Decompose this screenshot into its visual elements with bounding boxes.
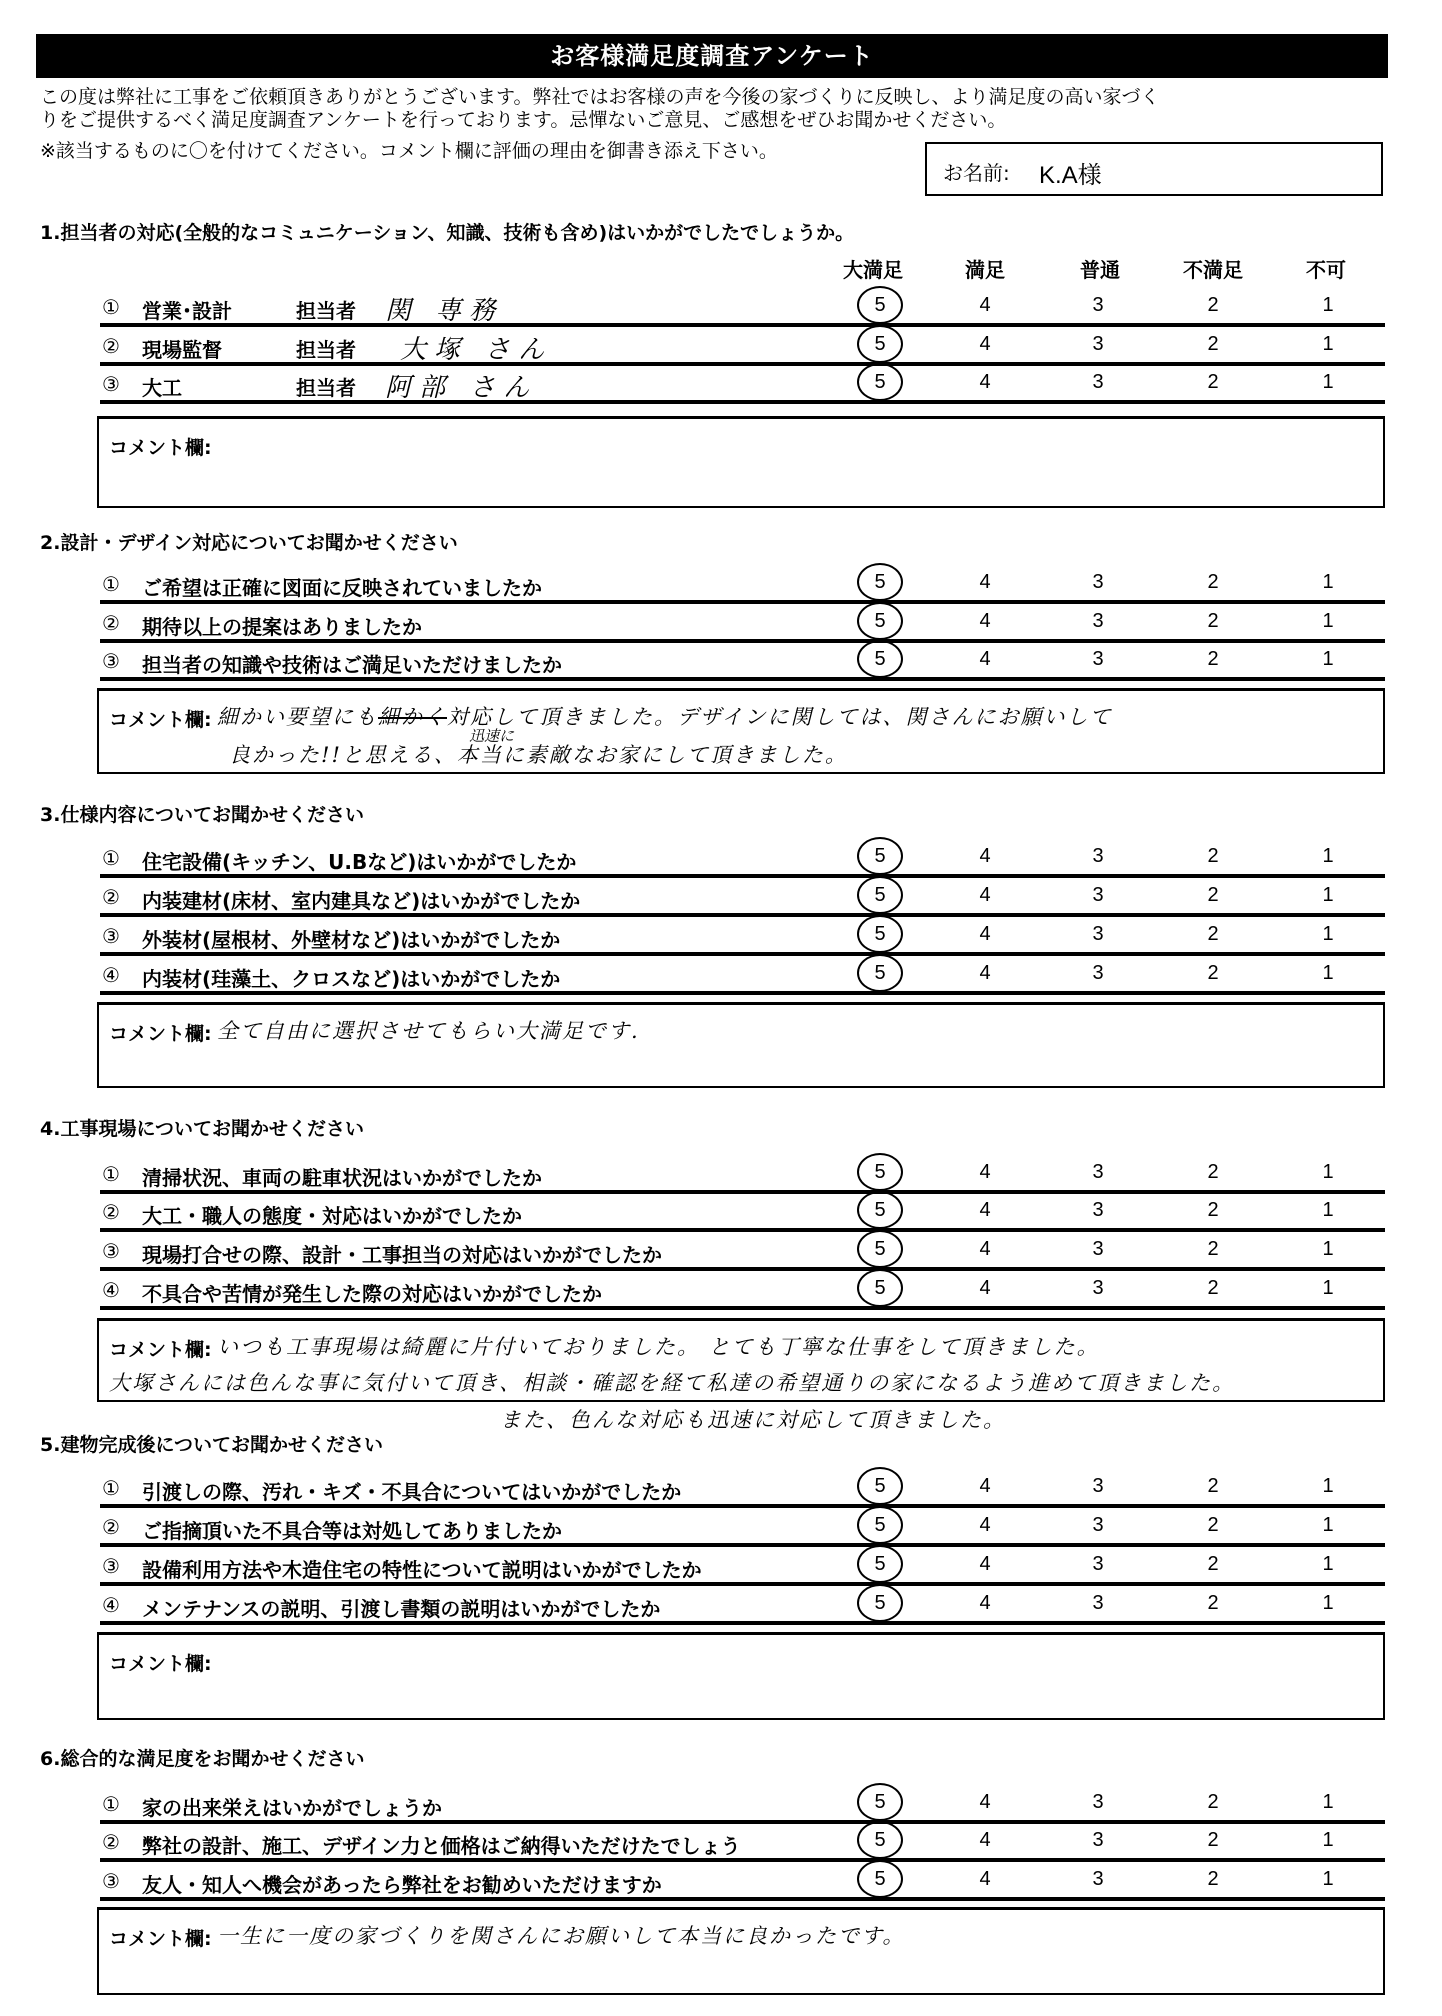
comment-box-1[interactable] [97,416,1385,508]
rating-option-2[interactable]: 2 [1207,1277,1219,1299]
rating-option-1[interactable]: 1 [1322,571,1334,593]
rating-option-3[interactable]: 3 [1092,1475,1104,1497]
item-number: ① [102,846,120,870]
handwritten-person-name: 阿部 さん [385,373,538,403]
question-text: ご希望は正確に図面に反映されていましたか [142,576,542,600]
item-number: ② [102,611,120,635]
rating-option-1[interactable]: 1 [1322,294,1334,316]
selected-circle-mark [857,363,903,401]
selected-circle-mark [857,563,903,601]
rating-option-1[interactable]: 1 [1322,1161,1334,1183]
rating-option-2[interactable]: 2 [1207,884,1219,906]
rating-option-5[interactable]: 5 [874,1199,886,1221]
rating-option-5[interactable]: 5 [874,1238,886,1260]
comment-box-3[interactable] [97,1002,1385,1088]
rating-option-1[interactable]: 1 [1322,962,1334,984]
rating-option-1[interactable]: 1 [1322,845,1334,867]
comment-box-4[interactable] [97,1318,1385,1402]
role-suffix: 担当者 [296,299,356,323]
rating-option-1[interactable]: 1 [1322,1277,1334,1299]
intro-line-2: りをご提供するべく満足度調査アンケートを行っております。忌憚ないご意見、ご感想をぜひお聞かせください。 [40,109,1007,131]
question-row [100,1548,1385,1586]
rating-option-5[interactable]: 5 [874,1514,886,1536]
rating-option-2[interactable]: 2 [1207,1514,1219,1536]
rating-header-unacceptable: 不可 [1306,258,1346,282]
question-row [100,566,1385,604]
rating-option-3[interactable]: 3 [1092,1791,1104,1813]
rating-header-normal: 普通 [1080,258,1120,282]
rating-option-1[interactable]: 1 [1322,1868,1334,1890]
comment-label: コメント欄: [109,1023,212,1045]
item-number: ① [102,1792,120,1816]
role-suffix: 担当者 [296,338,356,362]
rating-option-4[interactable]: 4 [979,1475,991,1497]
question-row [100,1470,1385,1508]
item-number: ④ [102,963,120,987]
item-number: ③ [102,372,120,396]
rating-option-4[interactable]: 4 [979,610,991,632]
question-row [100,1863,1385,1901]
section-1-heading: 1.担当者の対応(全般的なコミュニケーション、知識、技術も含め)はいかがでしたでしょうか。 [40,222,855,244]
rating-option-2[interactable]: 2 [1207,1238,1219,1260]
rating-option-4[interactable]: 4 [979,648,991,670]
rating-option-4[interactable]: 4 [979,1791,991,1813]
question-row [100,1156,1385,1194]
question-text: 内装建材(床材、室内建具など)はいかがでしたか [142,889,581,913]
question-text: 内装材(珪藻土、クロスなど)はいかがでしたか [142,967,561,991]
question-row [100,840,1385,878]
rating-option-2[interactable]: 2 [1207,1553,1219,1575]
question-row [100,1587,1385,1625]
item-number: ④ [102,1278,120,1302]
selected-circle-mark [857,876,903,914]
rating-option-1[interactable]: 1 [1322,1475,1334,1497]
selected-circle-mark [857,1783,903,1821]
rating-option-5[interactable]: 5 [874,610,886,632]
item-number: ② [102,1200,120,1224]
item-number: ① [102,1162,120,1186]
rating-header-very-satisfied: 大満足 [843,258,903,282]
rating-option-1[interactable]: 1 [1322,1791,1334,1813]
handwritten-comment-line [217,701,1113,731]
question-row [100,1233,1385,1271]
role-suffix: 担当者 [296,376,356,400]
item-number: ② [102,1830,120,1854]
rating-option-2[interactable]: 2 [1207,962,1219,984]
name-label: お名前: [943,161,1010,185]
rating-option-3[interactable]: 3 [1092,962,1104,984]
question-text: 設備利用方法や木造住宅の特性について説明はいかがでしたか [142,1558,702,1582]
question-text: 大工・職人の態度・対応はいかがでしたか [142,1204,522,1228]
question-row [100,1194,1385,1232]
handwritten-comment-overflow: また、色んな対応も迅速に対応して頂きました。 [500,1408,1006,1432]
rating-option-5[interactable]: 5 [874,648,886,670]
rating-option-4[interactable]: 4 [979,923,991,945]
handwritten-comment-line: 一生に一度の家づくりを関さんにお願いして本当に良かったです。 [217,1924,906,1948]
rating-option-4[interactable]: 4 [979,845,991,867]
rating-option-1[interactable]: 1 [1322,1592,1334,1614]
selected-circle-mark [857,640,903,678]
rating-option-5[interactable]: 5 [874,1868,886,1890]
role-label: 営業･設計 [142,299,232,323]
comment-box-2[interactable] [97,688,1385,774]
item-number: ③ [102,649,120,673]
question-text: メンテナンスの説明、引渡し書類の説明はいかがでしたか [142,1597,661,1621]
rating-option-1[interactable]: 1 [1322,923,1334,945]
rating-option-4[interactable]: 4 [979,1514,991,1536]
selected-circle-mark [857,1467,903,1505]
rating-option-1[interactable]: 1 [1322,1553,1334,1575]
rating-option-2[interactable]: 2 [1207,1161,1219,1183]
rating-option-3[interactable]: 3 [1092,371,1104,393]
instruction-line: ※該当するものに〇を付けてください。コメント欄に評価の理由を御書き添え下さい。 [40,140,778,162]
comment-text: 対応して頂きました。デザインに関しては、関さんにお願いして [447,705,1113,729]
rating-option-2[interactable]: 2 [1207,1868,1219,1890]
rating-option-4[interactable]: 4 [979,1277,991,1299]
selected-circle-mark [857,1191,903,1229]
selected-circle-mark [857,1860,903,1898]
rating-option-4[interactable]: 4 [979,294,991,316]
inserted-text: 迅速に [469,727,515,745]
rating-option-3[interactable]: 3 [1092,571,1104,593]
rating-option-5[interactable]: 5 [874,1161,886,1183]
handwritten-person-name: 大塚 さん [400,335,553,365]
section-6-heading: 6.総合的な満足度をお聞かせください [40,1748,365,1770]
item-number: ① [102,572,120,596]
item-number: ① [102,295,120,319]
question-text: 期待以上の提案はありましたか [142,615,422,639]
struck-text: 細かく [378,705,447,729]
selected-circle-mark [857,1506,903,1544]
rating-option-3[interactable]: 3 [1092,923,1104,945]
comment-label: コメント欄: [109,1928,212,1950]
rating-option-5[interactable]: 5 [874,571,886,593]
rating-option-3[interactable]: 3 [1092,1199,1104,1221]
rating-option-4[interactable]: 4 [979,333,991,355]
rating-option-3[interactable]: 3 [1092,1829,1104,1851]
question-text: 住宅設備(キッチン、U.Bなど)はいかがでしたか [142,850,577,874]
selected-circle-mark [857,915,903,953]
rating-option-5[interactable]: 5 [874,1277,886,1299]
question-row [100,1824,1385,1862]
section-3-heading: 3.仕様内容についてお聞かせください [40,804,365,826]
rating-header-satisfied: 満足 [965,258,1005,282]
section-5-heading: 5.建物完成後についてお聞かせください [40,1434,384,1456]
name-field[interactable] [925,142,1383,196]
rating-option-3[interactable]: 3 [1092,884,1104,906]
rating-option-3[interactable]: 3 [1092,648,1104,670]
question-text: 担当者の知識や技術はご満足いただけましたか [142,653,562,677]
selected-circle-mark [857,325,903,363]
rating-option-3[interactable]: 3 [1092,845,1104,867]
rating-option-5[interactable]: 5 [874,371,886,393]
comment-label: コメント欄: [109,1653,212,1675]
rating-option-4[interactable]: 4 [979,962,991,984]
rating-option-2[interactable]: 2 [1207,1791,1219,1813]
rating-option-3[interactable]: 3 [1092,1553,1104,1575]
rating-option-3[interactable]: 3 [1092,1592,1104,1614]
rating-option-2[interactable]: 2 [1207,1475,1219,1497]
handwritten-comment-line: 良かった!!と思える、本当に素敵なお家にして頂きました。 [229,743,848,767]
rating-option-5[interactable]: 5 [874,845,886,867]
rating-option-3[interactable]: 3 [1092,294,1104,316]
rating-option-3[interactable]: 3 [1092,1277,1104,1299]
question-row [100,328,1385,366]
question-row [100,643,1385,681]
question-text: 不具合や苦情が発生した際の対応はいかがでしたか [142,1282,602,1306]
question-text: ご指摘頂いた不具合等は対処してありましたか [142,1519,562,1543]
question-row [100,957,1385,995]
rating-option-2[interactable]: 2 [1207,294,1219,316]
item-number: ④ [102,1593,120,1617]
question-text: 家の出来栄えはいかがでしょうか [142,1796,442,1820]
question-text: 友人・知人へ機会があったら弊社をお勧めいただけますか [142,1873,662,1897]
rating-option-4[interactable]: 4 [979,884,991,906]
rating-option-1[interactable]: 1 [1322,884,1334,906]
question-row [100,918,1385,956]
rating-option-4[interactable]: 4 [979,1829,991,1851]
handwritten-comment-line: 全て自由に選択させてもらい大満足です. [217,1019,640,1043]
item-number: ① [102,1476,120,1500]
selected-circle-mark [857,1230,903,1268]
question-row [100,1272,1385,1310]
rating-option-4[interactable]: 4 [979,1238,991,1260]
handwritten-comment-line: 大塚さんには色んな事に気付いて頂き、相談・確認を経て私達の希望通りの家になるよう進めて頂きました。 [109,1371,1236,1395]
rating-option-4[interactable]: 4 [979,1868,991,1890]
rating-option-3[interactable]: 3 [1092,1161,1104,1183]
selected-circle-mark [857,1584,903,1622]
rating-option-1[interactable]: 1 [1322,610,1334,632]
rating-option-1[interactable]: 1 [1322,371,1334,393]
question-text: 弊社の設計、施工、デザイン力と価格はご納得いただけたでしょう [142,1834,741,1858]
comment-box-5[interactable] [97,1632,1385,1720]
intro-line-1: この度は弊社に工事をご依頼頂きありがとうございます。弊社ではお客様の声を今後の家づくりに反映し、より満足度の高い家づく [40,86,1160,108]
rating-option-3[interactable]: 3 [1092,333,1104,355]
rating-option-5[interactable]: 5 [874,884,886,906]
rating-option-2[interactable]: 2 [1207,571,1219,593]
rating-option-4[interactable]: 4 [979,1161,991,1183]
rating-option-5[interactable]: 5 [874,1791,886,1813]
question-row [100,1786,1385,1824]
comment-box-6[interactable] [97,1907,1385,1995]
rating-option-1[interactable]: 1 [1322,648,1334,670]
item-number: ③ [102,1554,120,1578]
handwritten-comment-line: いつも工事現場は綺麗に片付いておりました。 とても丁寧な仕事をして頂きました。 [217,1335,1100,1359]
question-text: 引渡しの際、汚れ・キズ・不具合についてはいかがでしたか [142,1480,682,1504]
question-text: 清掃状況、車両の駐車状況はいかがでしたか [142,1166,542,1190]
rating-option-4[interactable]: 4 [979,1592,991,1614]
selected-circle-mark [857,286,903,324]
section-4-heading: 4.工事現場についてお聞かせください [40,1118,365,1140]
rating-option-3[interactable]: 3 [1092,610,1104,632]
rating-option-5[interactable]: 5 [874,962,886,984]
question-row [100,366,1385,404]
name-value[interactable]: K.A様 [1039,162,1102,189]
rating-option-3[interactable]: 3 [1092,1238,1104,1260]
comment-label: コメント欄: [109,1339,212,1361]
rating-option-4[interactable]: 4 [979,1199,991,1221]
item-number: ② [102,1515,120,1539]
rating-option-4[interactable]: 4 [979,571,991,593]
question-text: 現場打合せの際、設計・工事担当の対応はいかがでしたか [142,1243,662,1267]
item-number: ③ [102,1869,120,1893]
rating-option-2[interactable]: 2 [1207,610,1219,632]
selected-circle-mark [857,954,903,992]
selected-circle-mark [857,602,903,640]
rating-option-2[interactable]: 2 [1207,1829,1219,1851]
rating-option-1[interactable]: 1 [1322,1514,1334,1536]
rating-option-1[interactable]: 1 [1322,1238,1334,1260]
selected-circle-mark [857,1821,903,1859]
rating-option-1[interactable]: 1 [1322,1199,1334,1221]
rating-option-1[interactable]: 1 [1322,333,1334,355]
selected-circle-mark [857,1545,903,1583]
rating-option-5[interactable]: 5 [874,1553,886,1575]
selected-circle-mark [857,1153,903,1191]
selected-circle-mark [857,1269,903,1307]
rating-option-2[interactable]: 2 [1207,923,1219,945]
handwritten-person-name: 関 専務 [385,296,504,326]
rating-option-5[interactable]: 5 [874,333,886,355]
question-row [100,1509,1385,1547]
role-label: 大工 [142,376,182,400]
comment-label: コメント欄: [109,437,212,459]
item-number: ② [102,885,120,909]
rating-option-2[interactable]: 2 [1207,1199,1219,1221]
rating-option-5[interactable]: 5 [874,923,886,945]
rating-option-2[interactable]: 2 [1207,333,1219,355]
item-number: ② [102,334,120,358]
question-row [100,879,1385,917]
rating-option-5[interactable]: 5 [874,1829,886,1851]
rating-option-3[interactable]: 3 [1092,1514,1104,1536]
comment-text: 細かい要望にも [217,705,378,729]
rating-option-1[interactable]: 1 [1322,1829,1334,1851]
section-2-heading: 2.設計・デザイン対応についてお聞かせください [40,532,458,554]
rating-option-5[interactable]: 5 [874,1475,886,1497]
selected-circle-mark [857,837,903,875]
question-row [100,289,1385,327]
question-text: 外装材(屋根材、外壁材など)はいかがでしたか [142,928,561,952]
rating-option-2[interactable]: 2 [1207,845,1219,867]
survey-title: お客様満足度調査アンケート [550,42,874,70]
question-row [100,605,1385,643]
item-number: ③ [102,1239,120,1263]
rating-option-2[interactable]: 2 [1207,1592,1219,1614]
rating-option-5[interactable]: 5 [874,1592,886,1614]
rating-option-5[interactable]: 5 [874,294,886,316]
survey-title-bar [36,34,1388,78]
rating-option-3[interactable]: 3 [1092,1868,1104,1890]
comment-label: コメント欄: [109,709,212,731]
rating-option-2[interactable]: 2 [1207,371,1219,393]
item-number: ③ [102,924,120,948]
rating-option-2[interactable]: 2 [1207,648,1219,670]
rating-option-4[interactable]: 4 [979,1553,991,1575]
rating-option-4[interactable]: 4 [979,371,991,393]
role-label: 現場監督 [142,338,222,362]
rating-header-dissatisfied: 不満足 [1183,258,1243,282]
